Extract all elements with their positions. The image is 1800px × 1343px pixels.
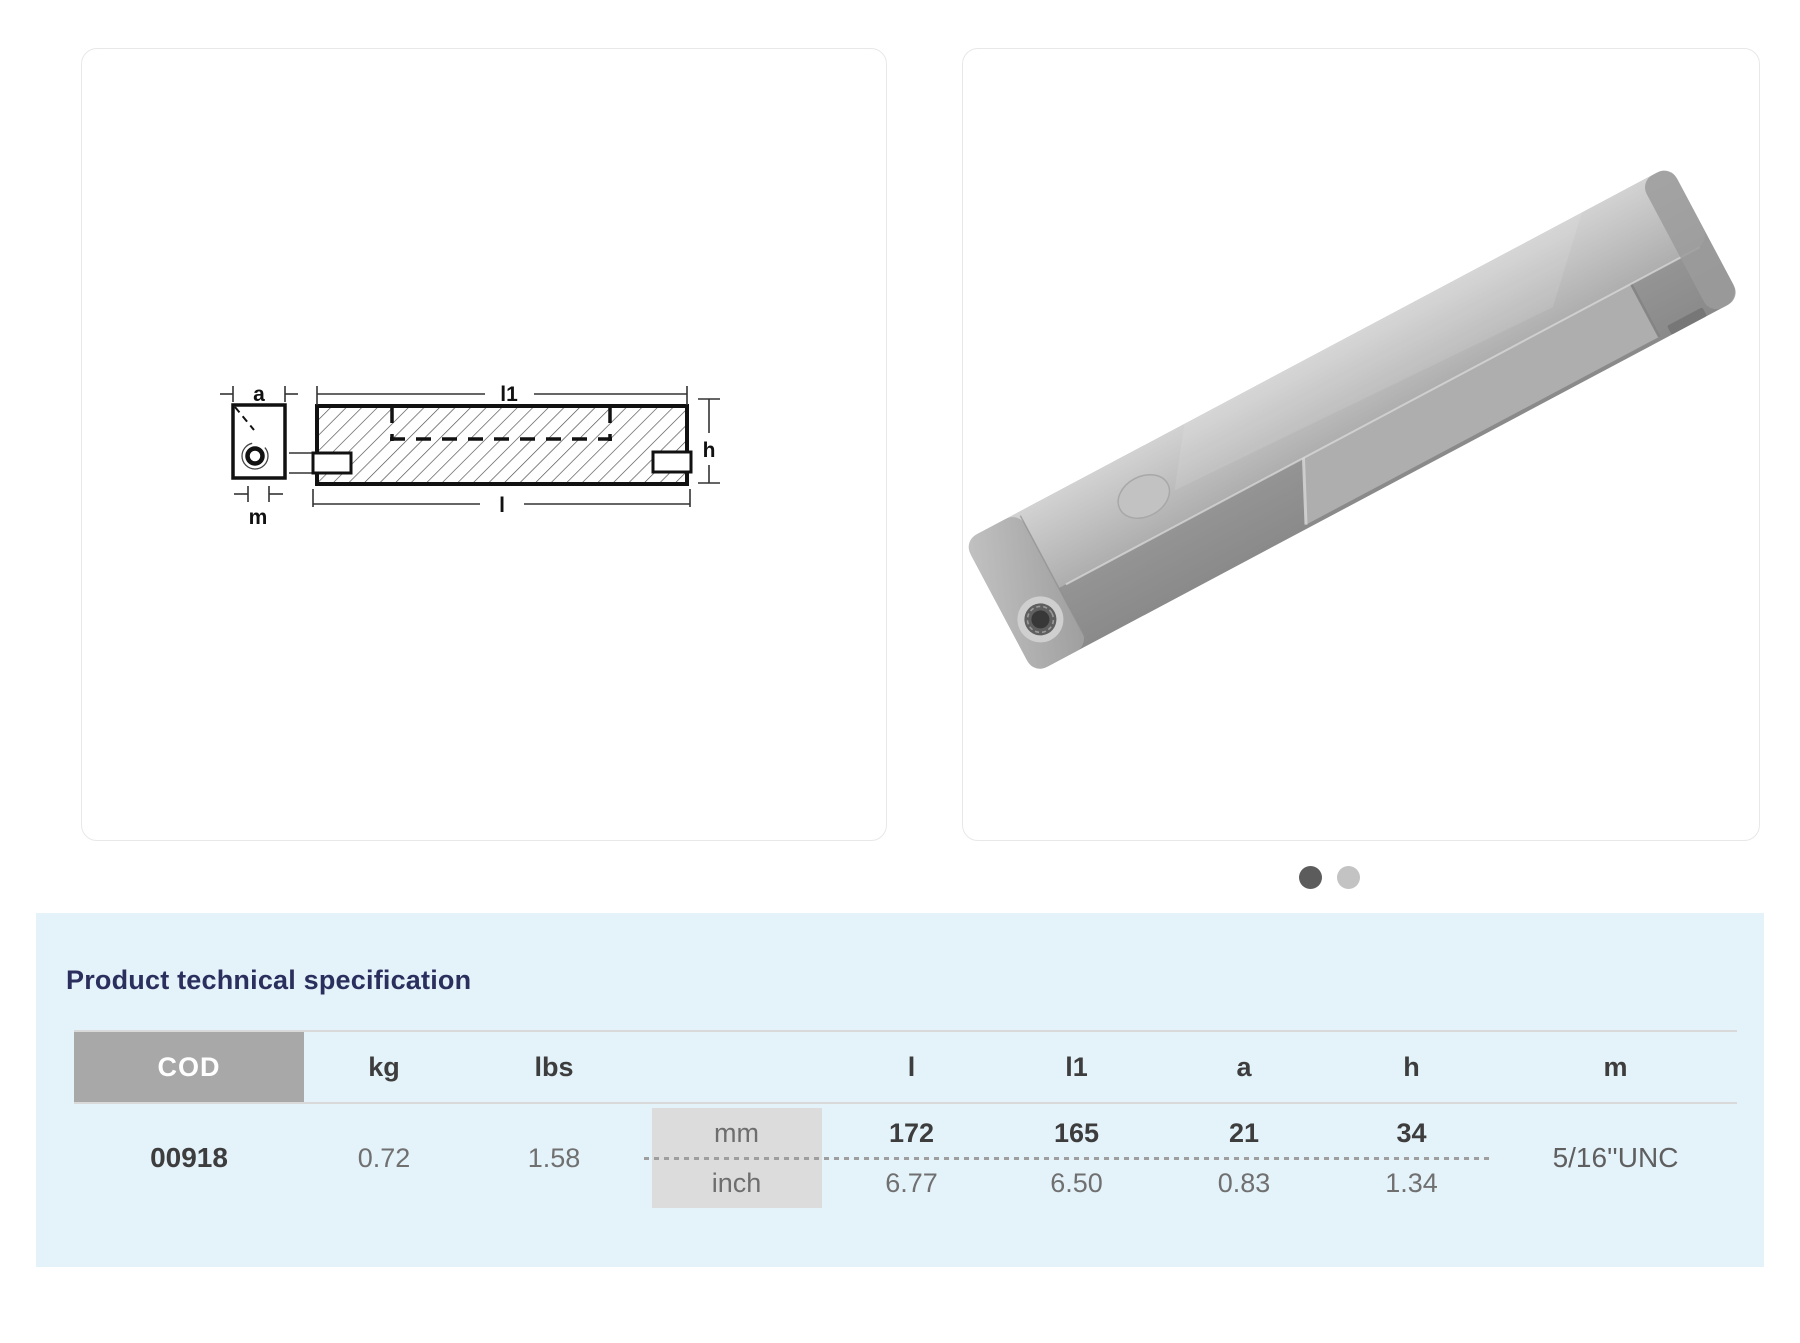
col-header-a: a — [1236, 1052, 1252, 1082]
cell-l-inch: 6.77 — [885, 1168, 938, 1198]
mm-inch-divider — [644, 1157, 1494, 1160]
unit-inch-label: inch — [711, 1168, 762, 1198]
dim-h-label: h — [702, 439, 716, 462]
cell-a-mm: 21 — [1228, 1118, 1260, 1148]
col-header-kg: kg — [368, 1052, 400, 1082]
cell-m: 5/16''UNC — [1552, 1142, 1679, 1173]
spec-table-row — [74, 1108, 1737, 1208]
spec-table-header — [74, 1030, 1737, 1104]
product-photo-card — [962, 48, 1760, 841]
anode-bar — [964, 166, 1741, 674]
dim-l1-label: l1 — [500, 383, 518, 406]
cell-h-mm: 34 — [1396, 1118, 1427, 1148]
col-header-units — [644, 1032, 829, 1102]
spec-table — [74, 1030, 1737, 1208]
technical-drawing — [82, 49, 888, 842]
col-header-cod: COD — [74, 1032, 304, 1102]
cell-kg: 0.72 — [357, 1143, 411, 1173]
carousel-dots — [1299, 866, 1360, 889]
carousel-dot-2[interactable] — [1337, 866, 1360, 889]
dim-a-label: a — [253, 383, 265, 406]
cell-l1-mm: 165 — [1053, 1118, 1100, 1148]
side-view-body — [317, 406, 687, 484]
col-header-l1: l1 — [1065, 1052, 1088, 1082]
cell-h-inch: 1.34 — [1385, 1168, 1438, 1198]
cell-l-mm: 172 — [888, 1118, 935, 1148]
col-header-lbs: lbs — [534, 1052, 574, 1082]
cell-l1-inch: 6.50 — [1050, 1168, 1103, 1198]
dim-l-label: l — [499, 494, 505, 517]
technical-drawing-card — [81, 48, 887, 841]
cell-cod: 00918 — [150, 1142, 228, 1173]
cell-a-inch: 0.83 — [1217, 1168, 1271, 1198]
product-photo — [963, 49, 1761, 842]
col-header-l: l — [907, 1052, 916, 1082]
spec-panel — [36, 913, 1764, 1267]
dim-m — [234, 486, 283, 502]
dim-m-label: m — [248, 506, 268, 529]
spec-title: Product technical specification — [66, 965, 472, 995]
carousel-dot-1[interactable] — [1299, 866, 1322, 889]
col-header-h: h — [1403, 1052, 1420, 1082]
unit-mm-label: mm — [714, 1118, 759, 1148]
cell-lbs: 1.58 — [527, 1143, 581, 1173]
col-header-m: m — [1603, 1052, 1628, 1082]
end-view — [233, 405, 285, 478]
